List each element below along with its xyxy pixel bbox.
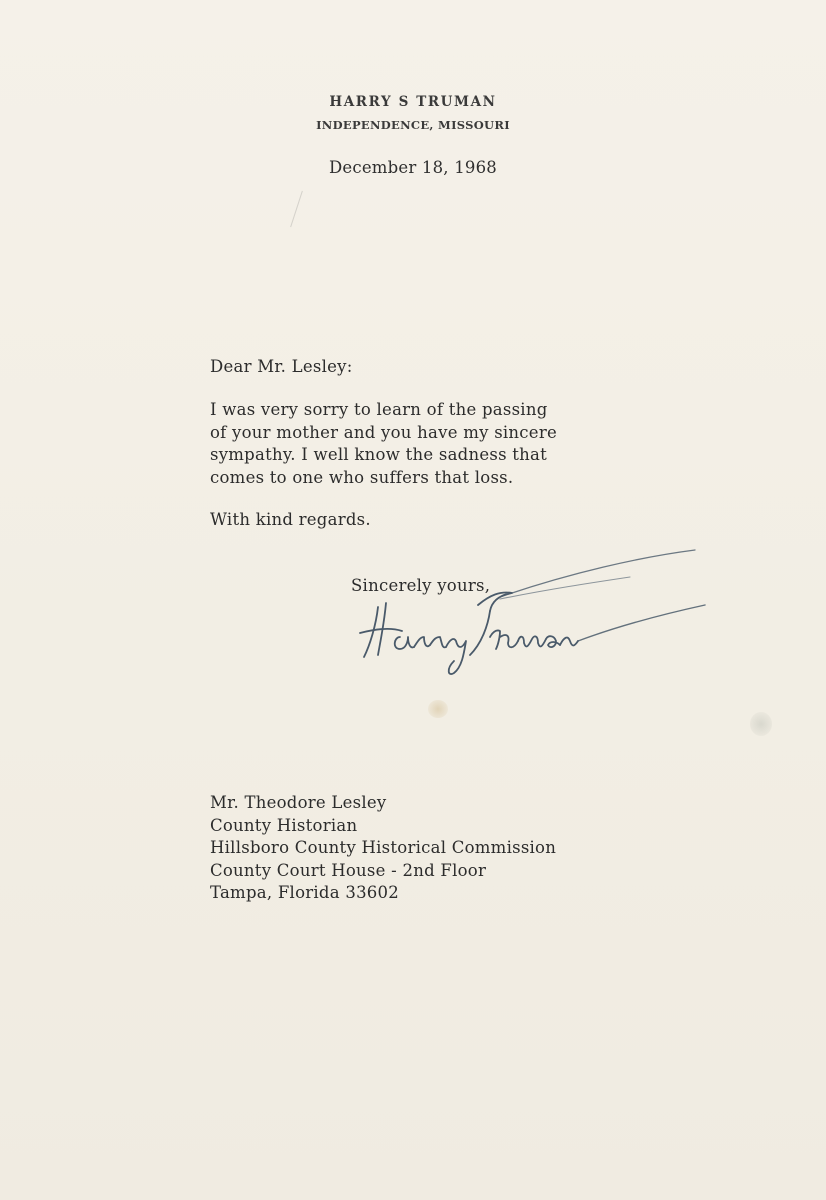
letter-date: December 18, 1968 [329, 158, 497, 177]
signature-drawing [350, 545, 720, 685]
salutation: Dear Mr. Lesley: [210, 357, 353, 376]
paper-stain [750, 712, 772, 736]
address-line: County Historian [210, 815, 358, 835]
signature [350, 545, 720, 685]
body-line: I was very sorry to learn of the passing [210, 400, 548, 419]
address-line: Tampa, Florida 33602 [210, 883, 400, 902]
letterhead-location: INDEPENDENCE, MISSOURI [316, 118, 510, 132]
body-line: sympathy. I well know the sadness that [210, 445, 548, 464]
address-line: County Court House - 2nd Floor [210, 860, 487, 880]
regards-line: With kind regards. [210, 510, 371, 529]
letterhead-name: HARRY S TRUMAN [329, 94, 497, 110]
paper-mark [290, 191, 303, 227]
body-line: of your mother and you have my sincere [210, 422, 557, 442]
letter-body [210, 399, 557, 489]
recipient-address [210, 792, 556, 905]
address-line: Mr. Theodore Lesley [210, 793, 387, 812]
address-line: Hillsboro County Historical Commission [210, 838, 557, 857]
paper-stain [428, 700, 448, 718]
body-line: comes to one who suffers that loss. [210, 467, 514, 487]
closing-line: Sincerely yours, [351, 576, 491, 595]
